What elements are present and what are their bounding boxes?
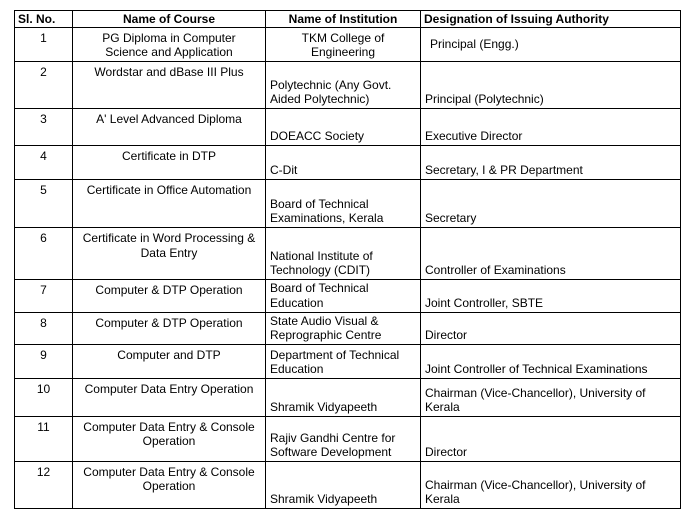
table-row xyxy=(15,345,681,379)
cell-designation: Controller of Examinations xyxy=(421,228,681,280)
cell-sl-no: 11 xyxy=(15,417,73,462)
cell-course: A' Level Advanced Diploma xyxy=(73,109,266,146)
table-row xyxy=(15,146,681,180)
table-header-row xyxy=(15,11,681,28)
cell-course: Computer & DTP Operation xyxy=(73,280,266,312)
header-sl-no: Sl. No. xyxy=(15,11,73,28)
courses-table xyxy=(14,10,681,509)
cell-institution: State Audio Visual & Reprographic Centre xyxy=(266,312,421,344)
cell-designation: Principal (Polytechnic) xyxy=(421,62,681,109)
cell-designation: Chairman (Vice-Chancellor), University of Kerala xyxy=(421,379,681,417)
cell-designation: Joint Controller, SBTE xyxy=(421,280,681,312)
table-row xyxy=(15,312,681,344)
cell-institution: Polytechnic (Any Govt. Aided Polytechnic) xyxy=(266,62,421,109)
cell-institution: Board of Technical Examinations, Kerala xyxy=(266,180,421,228)
cell-sl-no: 1 xyxy=(15,28,73,62)
cell-sl-no: 4 xyxy=(15,146,73,180)
table-row xyxy=(15,28,681,62)
cell-institution: DOEACC Society xyxy=(266,109,421,146)
cell-institution: C-Dit xyxy=(266,146,421,180)
cell-course: PG Diploma in Computer Science and Application xyxy=(73,28,266,62)
table-row xyxy=(15,462,681,509)
cell-designation: Principal (Engg.) xyxy=(421,28,681,62)
cell-designation: Secretary xyxy=(421,180,681,228)
table-row xyxy=(15,180,681,228)
table-row xyxy=(15,379,681,417)
cell-course: Computer Data Entry Operation xyxy=(73,379,266,417)
cell-institution: TKM College of Engineering xyxy=(266,28,421,62)
cell-sl-no: 2 xyxy=(15,62,73,109)
cell-designation: Secretary, I & PR Department xyxy=(421,146,681,180)
header-institution: Name of Institution xyxy=(266,11,421,28)
cell-course: Computer Data Entry & Console Operation xyxy=(73,462,266,509)
cell-sl-no: 5 xyxy=(15,180,73,228)
cell-course: Certificate in DTP xyxy=(73,146,266,180)
cell-sl-no: 10 xyxy=(15,379,73,417)
table-row xyxy=(15,280,681,312)
cell-sl-no: 8 xyxy=(15,312,73,344)
table-row xyxy=(15,109,681,146)
cell-course: Wordstar and dBase III Plus xyxy=(73,62,266,109)
cell-sl-no: 9 xyxy=(15,345,73,379)
table-row xyxy=(15,417,681,462)
cell-course: Computer & DTP Operation xyxy=(73,312,266,344)
table-row xyxy=(15,62,681,109)
cell-designation: Director xyxy=(421,312,681,344)
table-row xyxy=(15,228,681,280)
cell-designation: Executive Director xyxy=(421,109,681,146)
cell-course: Computer Data Entry & Console Operation xyxy=(73,417,266,462)
cell-institution: Rajiv Gandhi Centre for Software Development xyxy=(266,417,421,462)
cell-institution: Shramik Vidyapeeth xyxy=(266,379,421,417)
cell-sl-no: 3 xyxy=(15,109,73,146)
header-course: Name of Course xyxy=(73,11,266,28)
cell-designation: Director xyxy=(421,417,681,462)
cell-institution: Department of Technical Education xyxy=(266,345,421,379)
cell-course: Computer and DTP xyxy=(73,345,266,379)
header-designation: Designation of Issuing Authority xyxy=(421,11,681,28)
cell-sl-no: 12 xyxy=(15,462,73,509)
cell-institution: Shramik Vidyapeeth xyxy=(266,462,421,509)
cell-sl-no: 6 xyxy=(15,228,73,280)
cell-course: Certificate in Word Processing & Data Entry xyxy=(73,228,266,280)
cell-institution: Board of Technical Education xyxy=(266,280,421,312)
cell-sl-no: 7 xyxy=(15,280,73,312)
cell-institution: National Institute of Technology (CDIT) xyxy=(266,228,421,280)
cell-designation: Joint Controller of Technical Examinations xyxy=(421,345,681,379)
cell-designation: Chairman (Vice-Chancellor), University of Kerala xyxy=(421,462,681,509)
cell-course: Certificate in Office Automation xyxy=(73,180,266,228)
